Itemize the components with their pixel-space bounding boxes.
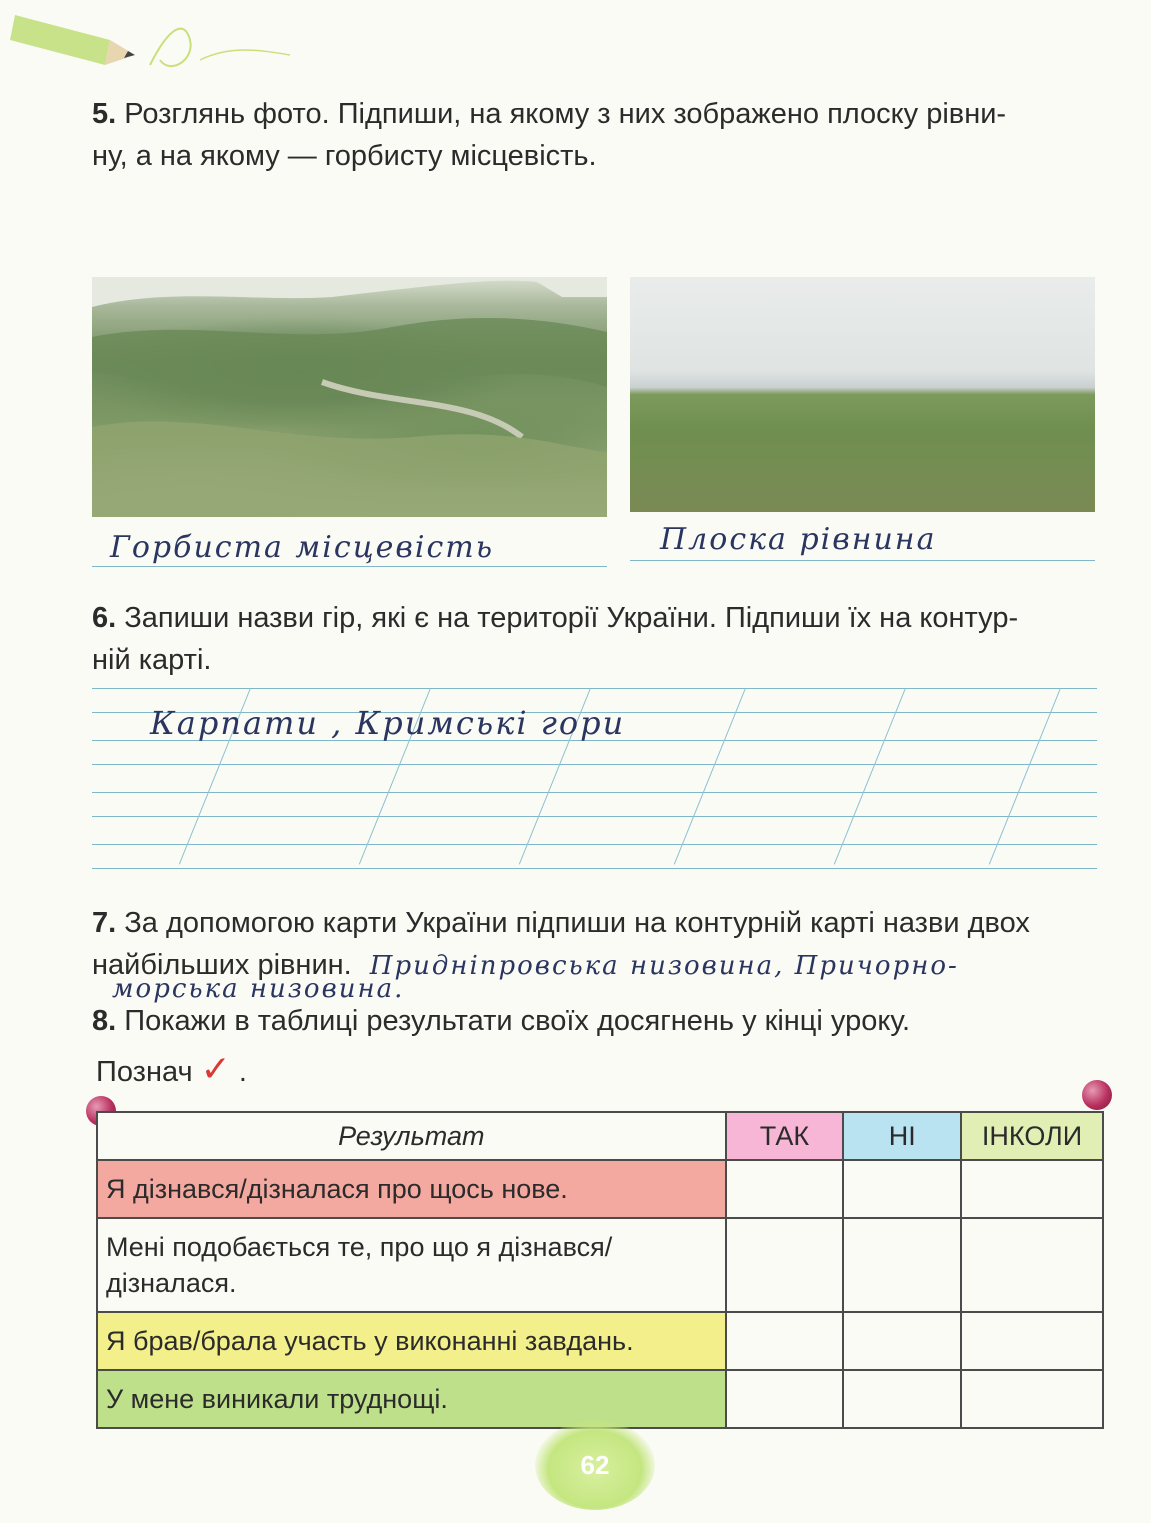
task-text: найбільших рівнин. <box>92 949 352 981</box>
table-row <box>97 1218 1103 1312</box>
task-6 <box>92 597 1097 681</box>
ruled-line <box>92 792 1097 793</box>
table-row <box>97 1312 1103 1370</box>
period: . <box>238 1056 247 1088</box>
task-number: 8. <box>92 1005 117 1037</box>
sometimes-cell[interactable] <box>961 1370 1103 1428</box>
result-text: Я дізнався/дізналася про щось нове. <box>97 1160 726 1218</box>
task-number: 7. <box>92 907 117 939</box>
plain-photo <box>630 277 1095 512</box>
task-8-line-1 <box>92 1000 1097 1042</box>
no-cell[interactable] <box>843 1218 961 1312</box>
answer-plains-2: морська низовина. <box>112 974 405 1004</box>
task-5-line-2: ну, а на якому — горбисту місцевість. <box>92 140 597 172</box>
yes-cell[interactable] <box>726 1160 844 1218</box>
table-header-row <box>97 1112 1103 1160</box>
pin-icon <box>1082 1080 1112 1110</box>
yes-cell[interactable] <box>726 1218 844 1312</box>
header-sometimes: ІНКОЛИ <box>961 1112 1103 1160</box>
no-cell[interactable] <box>843 1160 961 1218</box>
ruled-line <box>92 816 1097 817</box>
task-5-line-1 <box>92 93 1097 135</box>
check-mark-icon: ✓ <box>200 1048 231 1089</box>
sometimes-cell[interactable] <box>961 1160 1103 1218</box>
answer-mountains: Карпати , Кримські гори <box>150 704 626 742</box>
table-row <box>97 1160 1103 1218</box>
pencil-icon <box>10 5 310 80</box>
task-text: Познач <box>96 1056 193 1088</box>
slant-line <box>674 688 746 865</box>
task-text: Покажи в таблиці результати своїх досягнень у кінці уроку. <box>124 1005 911 1037</box>
header-yes: ТАК <box>726 1112 844 1160</box>
answer-line-left <box>92 566 607 567</box>
slant-line <box>989 688 1061 865</box>
sometimes-cell[interactable] <box>961 1218 1103 1312</box>
task-text: Запиши назви гір, які є на території України. Підпиши їх на контур- <box>124 602 1019 634</box>
no-cell[interactable] <box>843 1312 961 1370</box>
ruled-line <box>92 868 1097 869</box>
yes-cell[interactable] <box>726 1370 844 1428</box>
yes-cell[interactable] <box>726 1312 844 1370</box>
task-5 <box>92 93 1097 177</box>
task-6-line-2: ній карті. <box>92 644 212 676</box>
task-7-line-1 <box>92 902 1097 944</box>
task-8-line-2 <box>96 1048 247 1093</box>
answer-plains-1: Придніпровська низовина, Причорно- <box>369 951 959 981</box>
task-text: За допомогою карти України підпиши на контурній карті назви двох <box>124 907 1030 939</box>
result-text: Мені подобається те, про що я дізнався/ дізналася. <box>97 1218 726 1312</box>
slant-line <box>834 688 906 865</box>
no-cell[interactable] <box>843 1370 961 1428</box>
sometimes-cell[interactable] <box>961 1312 1103 1370</box>
ruled-line <box>92 844 1097 845</box>
results-table <box>96 1111 1104 1429</box>
answer-plain: Плоска рівнина <box>660 522 937 557</box>
result-text: У мене виникали труднощі. <box>97 1370 726 1428</box>
ruled-line <box>92 764 1097 765</box>
answer-line-right <box>630 560 1095 561</box>
page-number: 62 <box>535 1420 655 1510</box>
task-6-line-1 <box>92 597 1097 639</box>
task-number: 6. <box>92 602 117 634</box>
task-number: 5. <box>92 98 117 130</box>
header-no: НІ <box>843 1112 961 1160</box>
task-text: Розглянь фото. Підпиши, на якому з них зображено плоску рівни- <box>124 98 1007 130</box>
hills-photo <box>92 277 607 517</box>
header-result: Результат <box>97 1112 726 1160</box>
answer-hilly: Горбиста місцевість <box>110 530 495 565</box>
ruled-line <box>92 688 1097 689</box>
result-text: Я брав/брала участь у виконанні завдань. <box>97 1312 726 1370</box>
task-8 <box>92 1000 1097 1042</box>
